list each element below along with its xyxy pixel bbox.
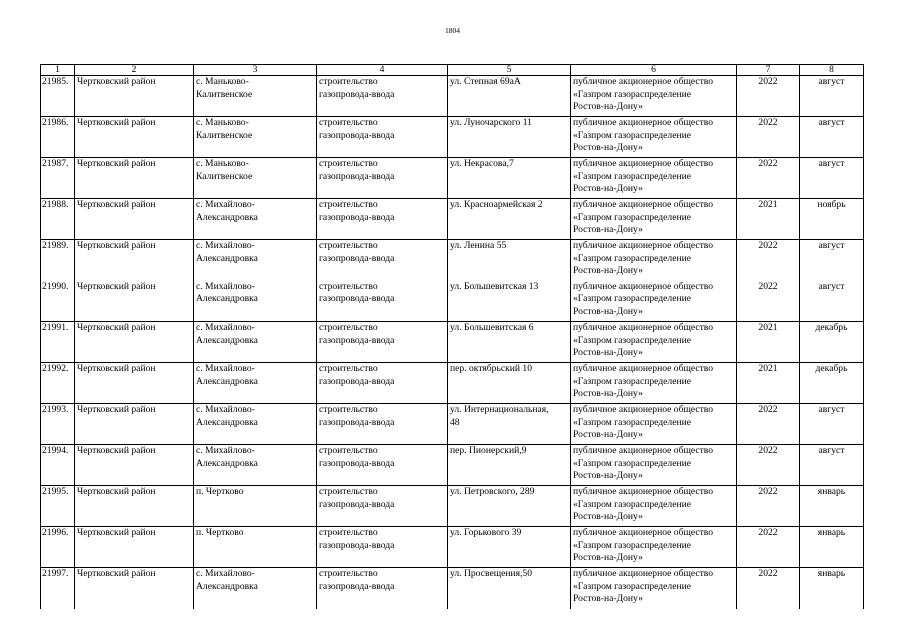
work-type-cell [317, 363, 448, 404]
locality-cell-line: Александровка [196, 375, 258, 387]
locality-cell [194, 445, 317, 486]
organization-cell [571, 199, 737, 240]
month-cell: август [800, 240, 864, 281]
locality-cell [194, 486, 317, 527]
organization-cell-line: «Газпром газораспределение [573, 457, 691, 469]
table-row [41, 363, 864, 404]
address-cell-line: ул. Петровского, 289 [450, 486, 535, 497]
address-cell-line: ул. Степная 69аА [450, 76, 521, 87]
organization-cell [571, 281, 737, 322]
work-type-cell-line: газопровода-ввода [319, 539, 395, 551]
table-row [41, 486, 864, 527]
organization-cell-line: публичное акционерное общество [573, 322, 714, 333]
month-cell: ноябрь [800, 199, 864, 240]
organization-cell-line: «Газпром газораспределение [573, 252, 691, 264]
organization-cell-line: Ростов-на-Дону» [573, 305, 643, 317]
locality-cell-line: с. Михайлово- [196, 322, 255, 333]
locality-cell-line: Александровка [196, 334, 258, 346]
month-cell: январь [800, 486, 864, 527]
work-type-cell-line: газопровода-ввода [319, 580, 395, 592]
locality-cell-line: Александровка [196, 457, 258, 469]
organization-cell-line: «Газпром газораспределение [573, 539, 691, 551]
work-type-cell-line: газопровода-ввода [319, 293, 395, 305]
column-header: 4 [317, 65, 448, 76]
address-cell [448, 363, 571, 404]
month-cell: август [800, 404, 864, 445]
address-cell [448, 117, 571, 158]
organization-cell-line: публичное акционерное общество [573, 527, 714, 538]
address-cell [448, 527, 571, 568]
address-cell-line: ул. Интернациональная, [450, 404, 549, 415]
row-number-cell: 21985. [41, 76, 75, 117]
work-type-cell [317, 158, 448, 199]
row-number-cell: 21990. [41, 281, 75, 322]
table-row [41, 281, 864, 322]
locality-cell-line: с. Михайлово- [196, 199, 255, 210]
work-type-cell-line: газопровода-ввода [319, 416, 395, 428]
work-type-cell-line: газопровода-ввода [319, 457, 395, 469]
year-cell: 2021 [737, 199, 800, 240]
work-type-cell [317, 404, 448, 445]
year-cell: 2022 [737, 158, 800, 199]
organization-cell-line: «Газпром газораспределение [573, 580, 691, 592]
work-type-cell-line: строительство [319, 445, 378, 456]
district-cell: Чертковский район [75, 76, 194, 117]
registry-table [40, 64, 864, 609]
locality-cell-line: с. Михайлово- [196, 404, 255, 415]
row-number-cell: 21997. [41, 568, 75, 609]
work-type-cell-line: газопровода-ввода [319, 498, 395, 510]
table-row [41, 117, 864, 158]
organization-cell-line: публичное акционерное общество [573, 486, 714, 497]
locality-cell-line: Калитвенское [196, 129, 253, 141]
locality-cell [194, 322, 317, 363]
address-cell-line: ул. Ленина 55 [450, 240, 507, 251]
work-type-cell [317, 76, 448, 117]
organization-cell [571, 322, 737, 363]
work-type-cell [317, 199, 448, 240]
row-number-cell: 21994. [41, 445, 75, 486]
locality-cell-line: Калитвенское [196, 88, 253, 100]
column-header: 7 [737, 65, 800, 76]
locality-cell [194, 199, 317, 240]
page-number: 1804 [445, 26, 460, 35]
work-type-cell [317, 527, 448, 568]
work-type-cell-line: строительство [319, 158, 378, 169]
organization-cell-line: публичное акционерное общество [573, 199, 714, 210]
district-cell: Чертковский район [75, 117, 194, 158]
row-number-cell: 21996. [41, 527, 75, 568]
work-type-cell [317, 322, 448, 363]
table-body [41, 76, 864, 609]
column-header: 2 [75, 65, 194, 76]
table-row [41, 322, 864, 363]
work-type-cell-line: строительство [319, 568, 378, 579]
organization-cell-line: «Газпром газораспределение [573, 498, 691, 510]
organization-cell-line: Ростов-на-Дону» [573, 470, 643, 482]
organization-cell [571, 76, 737, 117]
district-cell: Чертковский район [75, 199, 194, 240]
row-number-cell: 21989. [41, 240, 75, 281]
year-cell: 2022 [737, 404, 800, 445]
column-number-row [41, 65, 864, 76]
work-type-cell-line: строительство [319, 363, 378, 374]
work-type-cell [317, 240, 448, 281]
table-row [41, 527, 864, 568]
locality-cell-line: с. Михайлово- [196, 363, 255, 374]
row-number-cell: 21991. [41, 322, 75, 363]
table-row [41, 404, 864, 445]
work-type-cell [317, 445, 448, 486]
work-type-cell-line: газопровода-ввода [319, 334, 395, 346]
locality-cell-line: с. Маньково- [196, 117, 249, 128]
address-cell [448, 240, 571, 281]
district-cell: Чертковский район [75, 568, 194, 609]
year-cell: 2022 [737, 117, 800, 158]
organization-cell-line: «Газпром газораспределение [573, 334, 691, 346]
address-cell [448, 445, 571, 486]
address-cell-line: пер. октябрьский 10 [450, 363, 533, 374]
year-cell: 2021 [737, 363, 800, 404]
organization-cell-line: «Газпром газораспределение [573, 88, 691, 100]
work-type-cell [317, 281, 448, 322]
locality-cell-line: с. Михайлово- [196, 240, 255, 251]
row-number-cell: 21987. [41, 158, 75, 199]
organization-cell-line: Ростов-на-Дону» [573, 142, 643, 154]
locality-cell [194, 527, 317, 568]
table-row [41, 568, 864, 609]
organization-cell-line: Ростов-на-Дону» [573, 101, 643, 113]
organization-cell-line: публичное акционерное общество [573, 568, 714, 579]
year-cell: 2021 [737, 322, 800, 363]
locality-cell-line: Александровка [196, 211, 258, 223]
column-header: 3 [194, 65, 317, 76]
district-cell: Чертковский район [75, 527, 194, 568]
organization-cell-line: публичное акционерное общество [573, 158, 714, 169]
organization-cell-line: публичное акционерное общество [573, 404, 714, 415]
district-cell: Чертковский район [75, 486, 194, 527]
work-type-cell [317, 486, 448, 527]
address-cell-line: ул. Просвещения,50 [450, 568, 533, 579]
locality-cell [194, 117, 317, 158]
month-cell: август [800, 158, 864, 199]
address-cell-line: ул. Некрасова,7 [450, 158, 514, 169]
row-number-cell: 21995. [41, 486, 75, 527]
locality-cell-line: с. Михайлово- [196, 445, 255, 456]
locality-cell-line: п. Чертково [196, 527, 244, 538]
locality-cell-line: Александровка [196, 293, 258, 305]
organization-cell-line: Ростов-на-Дону» [573, 347, 643, 359]
locality-cell-line: Калитвенское [196, 170, 253, 182]
locality-cell [194, 158, 317, 199]
organization-cell [571, 445, 737, 486]
organization-cell [571, 363, 737, 404]
work-type-cell-line: газопровода-ввода [319, 129, 395, 141]
organization-cell-line: «Газпром газораспределение [573, 129, 691, 141]
organization-cell-line: Ростов-на-Дону» [573, 265, 643, 277]
organization-cell-line: Ростов-на-Дону» [573, 593, 643, 605]
locality-cell-line: с. Маньково- [196, 76, 249, 87]
year-cell: 2022 [737, 527, 800, 568]
address-cell-line: пер. Пионерский,9 [450, 445, 527, 456]
month-cell: январь [800, 568, 864, 609]
year-cell: 2022 [737, 76, 800, 117]
organization-cell-line: «Газпром газораспределение [573, 211, 691, 223]
year-cell: 2022 [737, 445, 800, 486]
address-cell-line: ул. Луночарского 11 [450, 117, 532, 128]
month-cell: январь [800, 527, 864, 568]
address-cell [448, 404, 571, 445]
locality-cell [194, 76, 317, 117]
column-header: 6 [571, 65, 737, 76]
column-header: 5 [448, 65, 571, 76]
year-cell: 2022 [737, 240, 800, 281]
work-type-cell-line: газопровода-ввода [319, 211, 395, 223]
table-row [41, 76, 864, 117]
year-cell: 2022 [737, 568, 800, 609]
table-row [41, 445, 864, 486]
work-type-cell-line: строительство [319, 404, 378, 415]
address-cell-line: ул. Красноармейская 2 [450, 199, 543, 210]
table-row [41, 199, 864, 240]
table-row [41, 240, 864, 281]
locality-cell [194, 363, 317, 404]
work-type-cell-line: строительство [319, 322, 378, 333]
year-cell: 2022 [737, 281, 800, 322]
organization-cell-line: «Газпром газораспределение [573, 416, 691, 428]
organization-cell-line: публичное акционерное общество [573, 240, 714, 251]
month-cell: август [800, 76, 864, 117]
locality-cell-line: с. Михайлово- [196, 568, 255, 579]
work-type-cell-line: строительство [319, 199, 378, 210]
locality-cell-line: с. Михайлово- [196, 280, 255, 292]
month-cell: август [800, 281, 864, 322]
organization-cell [571, 158, 737, 199]
district-cell: Чертковский район [75, 445, 194, 486]
address-cell-line: 48 [450, 416, 460, 428]
row-number-cell: 21986. [41, 117, 75, 158]
locality-cell-line: Александровка [196, 416, 258, 428]
organization-cell-line: «Газпром газораспределение [573, 170, 691, 182]
organization-cell [571, 240, 737, 281]
organization-cell-line: «Газпром газораспределение [573, 293, 691, 305]
organization-cell-line: Ростов-на-Дону» [573, 429, 643, 441]
organization-cell-line: Ростов-на-Дону» [573, 511, 643, 523]
work-type-cell-line: строительство [319, 240, 378, 251]
organization-cell [571, 486, 737, 527]
address-cell [448, 76, 571, 117]
address-cell [448, 322, 571, 363]
month-cell: август [800, 117, 864, 158]
work-type-cell-line: строительство [319, 527, 378, 538]
month-cell: август [800, 445, 864, 486]
work-type-cell-line: газопровода-ввода [319, 375, 395, 387]
row-number-cell: 21992. [41, 363, 75, 404]
locality-cell-line: с. Маньково- [196, 158, 249, 169]
organization-cell-line: «Газпром газораспределение [573, 375, 691, 387]
organization-cell-line: публичное акционерное общество [573, 280, 714, 292]
address-cell [448, 568, 571, 609]
organization-cell-line: Ростов-на-Дону» [573, 224, 643, 236]
district-cell: Чертковский район [75, 240, 194, 281]
month-cell: декабрь [800, 363, 864, 404]
address-cell [448, 158, 571, 199]
locality-cell-line: п. Чертково [196, 486, 244, 497]
organization-cell [571, 117, 737, 158]
organization-cell [571, 527, 737, 568]
work-type-cell [317, 568, 448, 609]
year-cell: 2022 [737, 486, 800, 527]
district-cell: Чертковский район [75, 281, 194, 322]
row-number-cell: 21993. [41, 404, 75, 445]
locality-cell [194, 281, 317, 322]
address-cell-line: ул. Большевитская 6 [450, 322, 534, 333]
locality-cell [194, 568, 317, 609]
row-number-cell: 21988. [41, 199, 75, 240]
organization-cell-line: публичное акционерное общество [573, 445, 714, 456]
work-type-cell-line: строительство [319, 486, 378, 497]
locality-cell [194, 404, 317, 445]
organization-cell [571, 404, 737, 445]
locality-cell [194, 240, 317, 281]
address-cell [448, 281, 571, 322]
district-cell: Чертковский район [75, 158, 194, 199]
organization-cell-line: Ростов-на-Дону» [573, 183, 643, 195]
work-type-cell-line: строительство [319, 280, 378, 292]
work-type-cell-line: строительство [319, 76, 378, 87]
district-cell: Чертковский район [75, 404, 194, 445]
month-cell: декабрь [800, 322, 864, 363]
work-type-cell-line: строительство [319, 117, 378, 128]
column-header: 1 [41, 65, 75, 76]
district-cell: Чертковский район [75, 322, 194, 363]
work-type-cell-line: газопровода-ввода [319, 88, 395, 100]
locality-cell-line: Александровка [196, 580, 258, 592]
table-row [41, 158, 864, 199]
address-cell [448, 199, 571, 240]
work-type-cell-line: газопровода-ввода [319, 170, 395, 182]
district-cell: Чертковский район [75, 363, 194, 404]
address-cell [448, 486, 571, 527]
locality-cell-line: Александровка [196, 252, 258, 264]
work-type-cell [317, 117, 448, 158]
address-cell-line: ул. Горькового 39 [450, 527, 522, 538]
address-cell-line: ул. Большевитская 13 [450, 280, 539, 292]
organization-cell-line: публичное акционерное общество [573, 117, 714, 128]
organization-cell-line: Ростов-на-Дону» [573, 552, 643, 564]
organization-cell-line: публичное акционерное общество [573, 76, 714, 87]
organization-cell-line: публичное акционерное общество [573, 363, 714, 374]
work-type-cell-line: газопровода-ввода [319, 252, 395, 264]
organization-cell [571, 568, 737, 609]
organization-cell-line: Ростов-на-Дону» [573, 388, 643, 400]
column-header: 8 [800, 65, 864, 76]
